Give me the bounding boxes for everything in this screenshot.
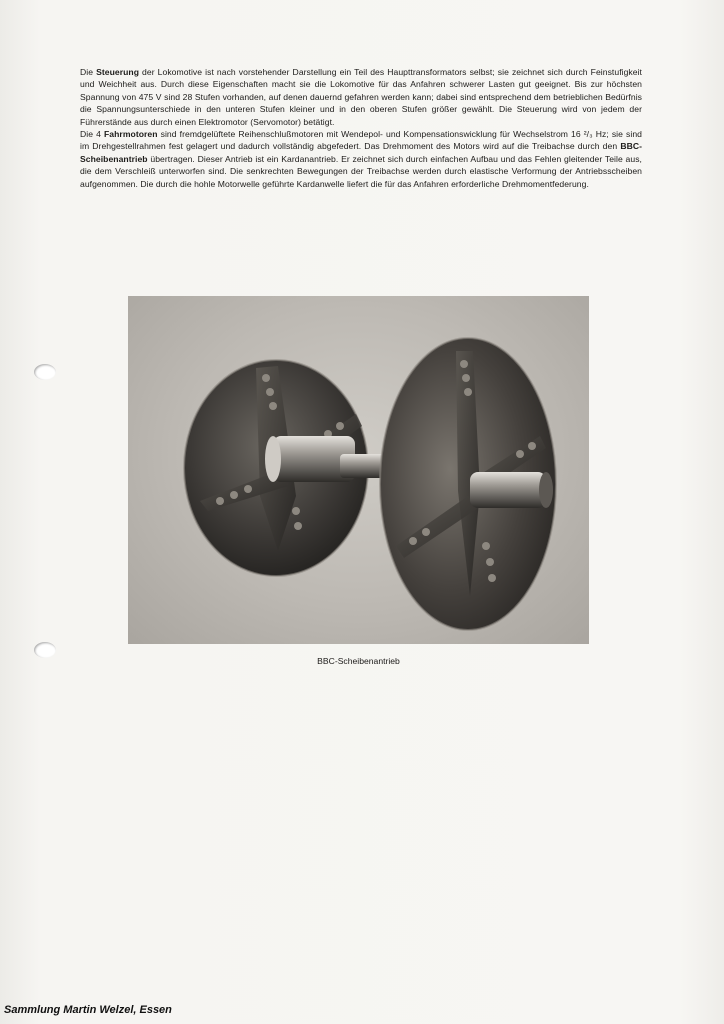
- punch-hole-bottom: [34, 642, 56, 658]
- photo-caption: BBC-Scheibenantrieb: [317, 656, 400, 666]
- paragraph-fahrmotoren: [80, 128, 642, 190]
- right-disc: [380, 338, 556, 630]
- text-run: Die: [80, 67, 97, 77]
- bold-term-steuerung: Steuerung: [96, 67, 140, 77]
- paragraph-steuerung: [80, 66, 642, 128]
- bold-term-fahrmotoren: Fahrmotoren: [104, 129, 158, 140]
- drive-photo: [128, 296, 589, 644]
- bold-term-scheibenantrieb: BBC-Scheibenantrieb: [80, 141, 642, 164]
- body-text: [80, 66, 642, 190]
- center-shaft: [265, 436, 388, 482]
- collection-watermark: Sammlung Martin Welzel, Essen: [4, 1004, 172, 1016]
- punch-hole-top: [34, 364, 56, 380]
- text-run: übertragen. Dieser Antrieb ist ein Kardanantrieb. Er zeichnet sich durch einfachen Aufbau und das Fehlen gleitender Teile aus, die dem Verschleiß unterworfen sind. Die senkrechten Bewegungen der Treibachse werden durch elastische Verformung der Antriebsscheiben aufgenommen. Die durch die hohle Motorwelle geführte Kardanwelle liefert die für das Anfahren erforderliche Drehmomentfederung.: [80, 153, 642, 189]
- disc-drive-illustration: [128, 296, 589, 644]
- text-run: sind fremdgelüftete Reihenschlußmotoren mit Wendepol- und Kompensationswicklung für Wechselstrom 16 ²/₃ Hz; sie sind im Drehgestellrahmen fest gelagert und dadurch vollständig abgefedert. Das Drehmoment des Motors wird auf die Treibachse durch den: [80, 129, 642, 152]
- text-run: der Lokomotive ist nach vorstehender Darstellung ein Teil des Haupttransformators selbst; sie zeichnet sich durch Feinstufigkeit und Weichheit aus. Durch diese Eigenschaften macht sie die Lokomotive für das Anfahren schwerer Lasten gut geeignet. Bis zur höchsten Spannung von 475 V sind 28 Stufen vorhanden, auf denen dauernd gefahren werden kann; dabei sind entsprechend dem betrieblichen Bedürfnis die Spannungsunterschiede in den unteren Stufen kleiner und in den oberen Stufen größer gewählt. Die Steuerung wird von jedem der Führerstände aus durch einen Elektromotor (Servomotor) betätigt.: [80, 67, 642, 127]
- text-run: Die 4: [80, 129, 104, 140]
